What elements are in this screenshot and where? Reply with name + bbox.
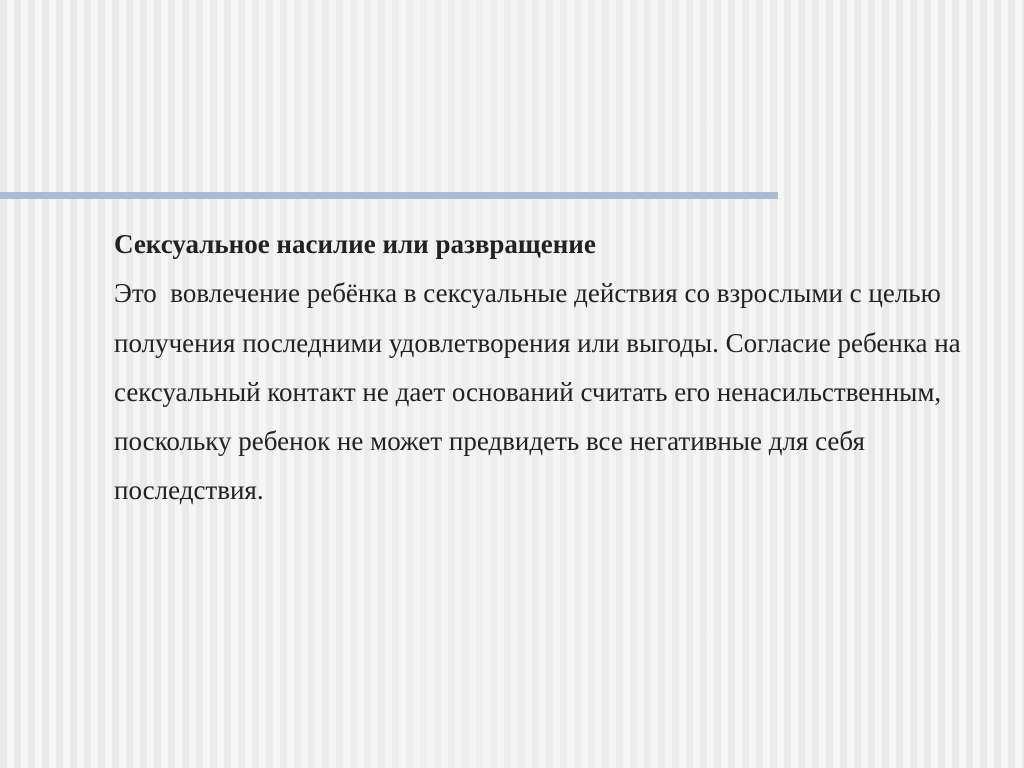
accent-bar bbox=[0, 192, 778, 199]
slide-heading: Сексуальное насилие или развращение bbox=[114, 229, 596, 259]
slide-content bbox=[114, 220, 994, 516]
slide-body-text: Это вовлечение ребёнка в сексуальные действия со взрослыми с целью получения последними удовлетворения или выгоды. Согласие ребенка на сексуальный контакт не дает оснований считать его ненасильственным, поскольку ребенок не может предвидеть все негативные для себя последствия. bbox=[114, 278, 968, 506]
